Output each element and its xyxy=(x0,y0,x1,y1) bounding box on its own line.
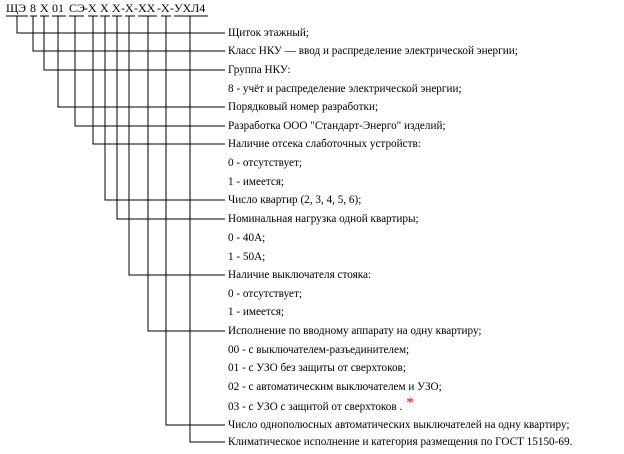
desc-climate: Климатическое исполнение и категория размещения по ГОСТ 15150-69. xyxy=(228,436,573,448)
connector-riser xyxy=(129,16,225,275)
code-segment-nku-group: Х xyxy=(40,1,49,15)
desc-nku-group-8: 8 - учёт и распределение электрической энергии; xyxy=(228,83,462,95)
code-segment-climate: УХЛ4 xyxy=(174,1,206,15)
desc-load: Номинальная нагрузка одной квартиры; xyxy=(228,213,419,225)
code-segment-nku-class: 8 xyxy=(30,1,36,15)
desc-riser-0: 0 - отсутствует; xyxy=(228,288,302,300)
desc-riser-switch: Наличие выключателя стояка: xyxy=(228,269,372,281)
code-dash: - xyxy=(157,1,161,15)
desc-developer: Разработка ООО "Стандарт-Энерго" изделий; xyxy=(228,120,446,132)
desc-load-0: 0 - 40А; xyxy=(228,232,266,244)
code-dash: - xyxy=(84,1,88,15)
desc-input-03 xyxy=(228,395,414,414)
connector-input-device xyxy=(148,16,225,331)
connector-climate xyxy=(190,16,225,442)
connector-shchite xyxy=(17,16,225,33)
desc-serial-number: Порядковый номер разработки; xyxy=(228,101,379,113)
code-segment-lowcurrent: Х xyxy=(88,1,97,15)
connector-breakers xyxy=(166,16,225,425)
desc-shield: Щиток этажный; xyxy=(228,27,309,39)
desc-input-00: 00 - с выключателем-разъединителем; xyxy=(228,344,410,356)
connector-nku-group xyxy=(44,16,225,70)
desc-riser-1: 1 - имеется; xyxy=(228,306,285,318)
desc-nku-group: Группа НКУ: xyxy=(228,64,291,76)
desc-input-01: 01 - с УЗО без защиты от сверхтоков; xyxy=(228,362,406,374)
code-dash: - xyxy=(121,1,125,15)
desc-input-device: Исполнение по вводному аппарату на одну квартиру; xyxy=(228,325,482,337)
desc-lowcurrent-1: 1 - имеется; xyxy=(228,176,285,188)
connector-lowcurrent xyxy=(93,16,225,144)
code-segment-breakers: Х xyxy=(161,1,170,15)
code-segment-developer: СЭ xyxy=(69,1,85,15)
desc-input-02: 02 - с автоматическим выключателем и УЗО; xyxy=(228,381,442,393)
connector-serial xyxy=(58,16,225,107)
code-segment-apartments: Х xyxy=(100,1,109,15)
code-segment-shchite: ЩЭ xyxy=(6,1,27,15)
code-segment-input-device: ХХ xyxy=(138,1,156,15)
code-segment-serial: 01 xyxy=(52,1,64,15)
desc-load-1: 1 - 50А; xyxy=(228,251,266,263)
desc-breakers: Число однополюсных автоматических выключателей на одну квартиру; xyxy=(228,419,570,431)
desc-lowcurrent-0: 0 - отсутствует; xyxy=(228,157,302,169)
desc-nku-class: Класс НКУ — ввод и распределение электрической энергии; xyxy=(228,45,518,57)
code-segment-load: Х xyxy=(112,1,121,15)
code-segment-riser: Х xyxy=(125,1,134,15)
code-dash: - xyxy=(170,1,174,15)
connector-apartments xyxy=(105,16,225,200)
code-dash: - xyxy=(134,1,138,15)
desc-lowcurrent: Наличие отсека слаботочных устройств: xyxy=(228,138,421,150)
connector-load xyxy=(117,16,225,219)
desc-input-03-text: 03 - с УЗО с защитой от сверхтоков . xyxy=(228,401,403,413)
note-asterisk: * xyxy=(406,395,414,411)
desc-apartments: Число квартир (2, 3, 4, 5, 6); xyxy=(228,194,362,206)
